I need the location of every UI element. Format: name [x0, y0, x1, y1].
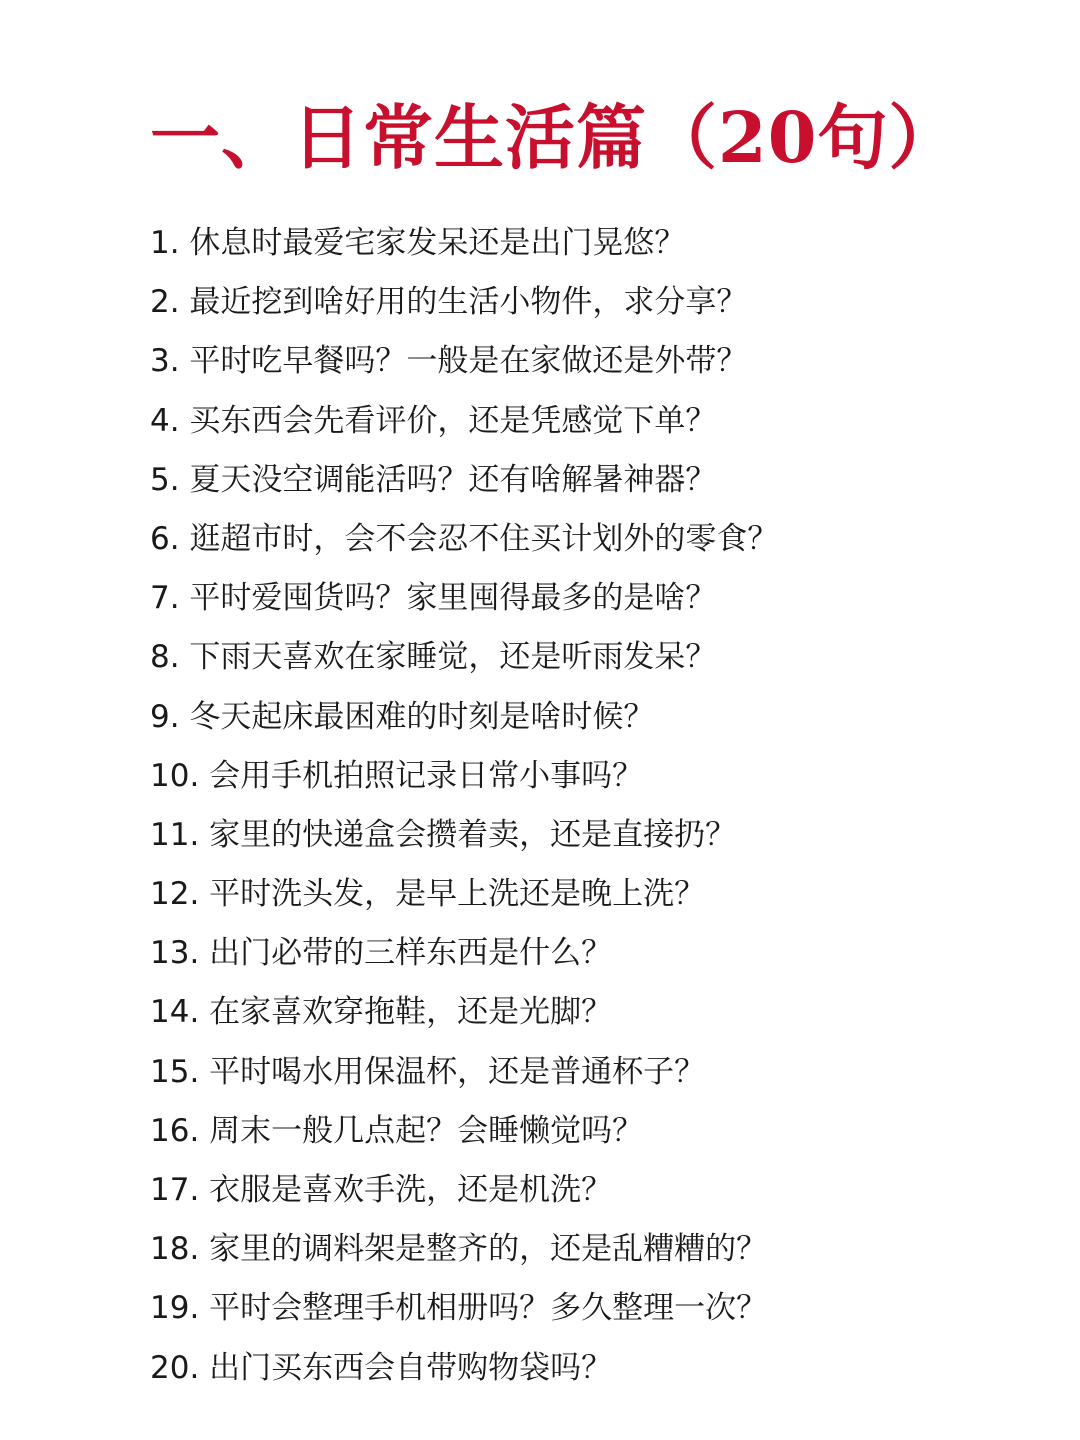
list-item: 12. 平时洗头发，是早上洗还是晚上洗？	[150, 876, 706, 913]
list-item: 7. 平时爱囤货吗？家里囤得最多的是啥？	[150, 580, 717, 617]
list-item: 1. 休息时最爱宅家发呆还是出门晃悠？	[150, 225, 686, 261]
list-item: 11. 家里的快递盒会攒着卖，还是直接扔？	[150, 816, 737, 853]
list-item: 5. 夏天没空调能活吗？还有啥解暑神器？	[150, 461, 717, 498]
list-item: 16. 周末一般几点起？会睡懒觉吗？	[150, 1112, 644, 1149]
page-title: 一、日常生活篇（20句）	[150, 96, 960, 179]
list-item: 20. 出门买东西会自带购物袋吗？	[150, 1349, 613, 1386]
list-item: 13. 出门必带的三样东西是什么？	[150, 935, 613, 972]
question-list	[150, 214, 1050, 1398]
list-item: 6. 逛超市时，会不会忍不住买计划外的零食？	[150, 520, 779, 557]
list-item: 15. 平时喝水用保温杯，还是普通杯子？	[150, 1053, 706, 1090]
list-item: 3. 平时吃早餐吗？一般是在家做还是外带？	[150, 343, 748, 380]
list-item: 10. 会用手机拍照记录日常小事吗？	[150, 757, 644, 794]
list-item: 9. 冬天起床最困难的时刻是啥时候？	[150, 698, 655, 735]
list-item: 2. 最近挖到啥好用的生活小物件，求分享？	[150, 284, 748, 321]
list-item: 18. 家里的调料架是整齐的，还是乱糟糟的？	[150, 1231, 768, 1268]
list-item: 8. 下雨天喜欢在家睡觉，还是听雨发呆？	[150, 639, 717, 676]
list-item: 14. 在家喜欢穿拖鞋，还是光脚？	[150, 994, 613, 1031]
list-item: 19. 平时会整理手机相册吗？多久整理一次？	[150, 1290, 768, 1327]
list-item: 4. 买东西会先看评价，还是凭感觉下单？	[150, 402, 717, 439]
list-item: 17. 衣服是喜欢手洗，还是机洗？	[150, 1172, 613, 1208]
